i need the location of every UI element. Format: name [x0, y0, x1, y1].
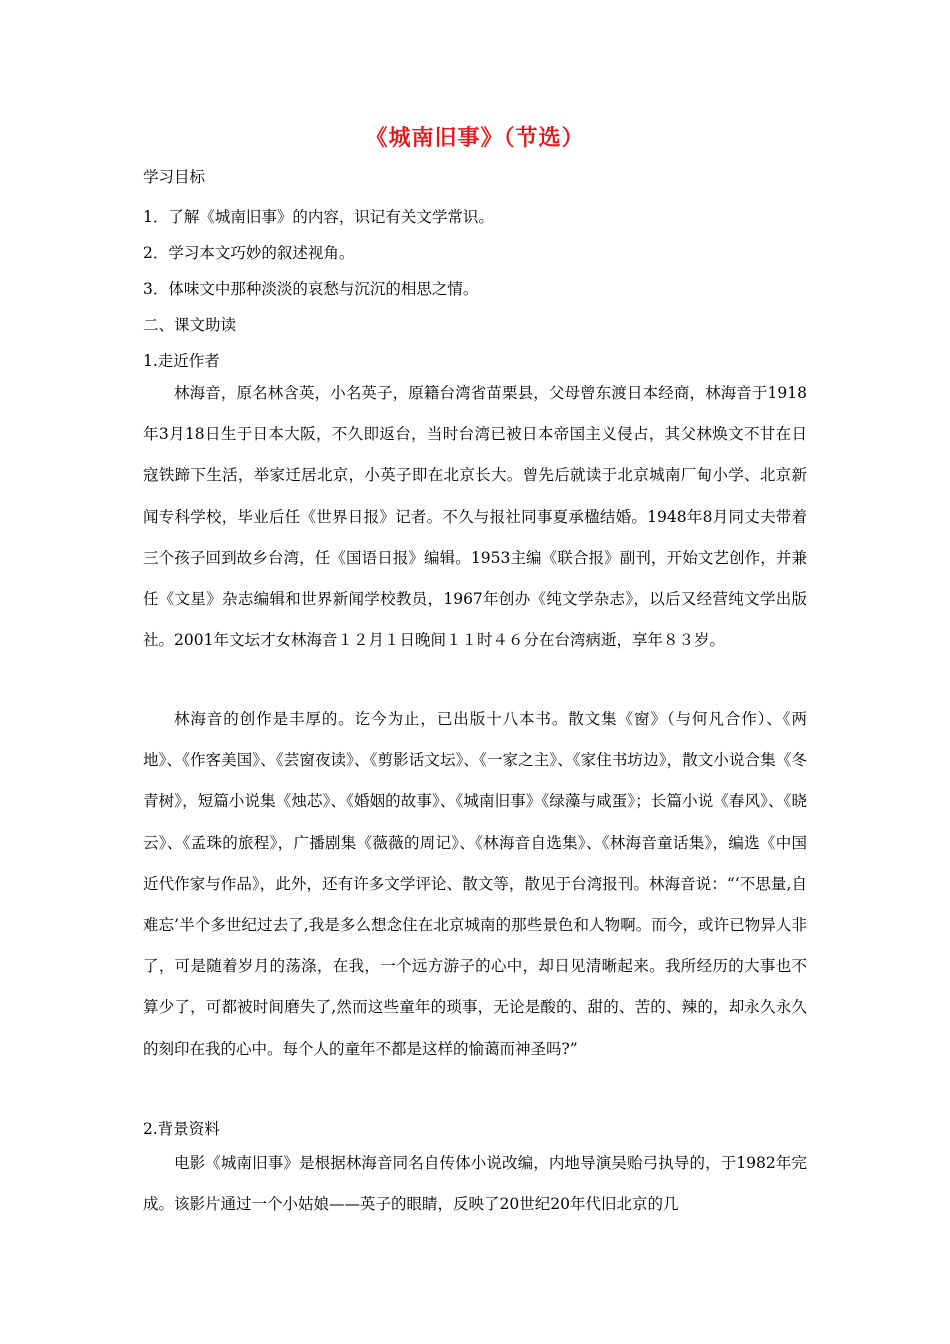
- subheading-background: 2.背景资料: [143, 1120, 220, 1138]
- background-text: 电影《城南旧事》是根据林海音同名自传体小说改编，内地导演吴贻弓执导的，于1982年完成。该影片通过一个小姑娘——英子的眼睛，反映了20世纪20年代旧北京的几: [143, 1154, 807, 1214]
- author-bio-text: 林海音，原名林含英，小名英子，原籍台湾省苗栗县，父母曾东渡日本经商，林海音于1918年3月18日生于日本大阪，不久即返台，当时台湾已被日本帝国主义侵占，其父林焕文不甘在日寇铁蹄下生活，举家迁居北京，小英子即在北京长大。曾先后就读于北京城南厂甸小学、北京新闻专科学校，毕业后任《世界日报》记者。不久与报社同事夏承楹结婚。1948年8月同丈夫带着三个孩子回到故乡台湾，任《国语日报》编辑。1953主编《联合报》副刊，开始文艺创作，并兼任《文星》杂志编辑和世界新闻学校教员，1967年创办《纯文学杂志》，以后又经营纯文学出版社。2001年文坛才女林海音１２月１日晚间１１时４６分在台湾病逝，享年８３岁。: [143, 384, 807, 650]
- section-heading-reading: 二、课文助读: [143, 316, 237, 334]
- goal-item-1: 1．了解《城南旧事》的内容，识记有关文学常识。: [143, 208, 494, 226]
- section-heading-goals: 学习目标: [143, 168, 206, 186]
- subheading-author: 1.走近作者: [143, 352, 220, 370]
- background-paragraph: [143, 1143, 807, 1225]
- author-works-paragraph: [143, 699, 807, 1070]
- goal-item-2: 2．学习本文巧妙的叙述视角。: [143, 244, 355, 262]
- author-works-text: 林海音的创作是丰厚的。讫今为止，已出版十八本书。散文集《窗》（与何凡合作）、《两地》、《作客美国》、《芸窗夜读》、《剪影话文坛》、《一家之主》、《家住书坊边》，散文小说合集《冬青树》，短篇小说集《烛芯》、《婚姻的故事》、《城南旧事》《绿藻与咸蛋》；长篇小说《春风》、《晓云》、《孟珠的旅程》，广播剧集《薇薇的周记》、《林海音自选集》、《林海音童话集》，编选《中国近代作家与作品》，此外，还有许多文学评论、散文等，散见于台湾报刊。林海音说：“‘不思量,自难忘’半个多世纪过去了,我是多么想念住在北京城南的那些景色和人物啊。而今，或许已物异人非了，可是随着岁月的荡涤，在我，一个远方游子的心中，却日见清晰起来。我所经历的大事也不算少了，可都被时间磨失了,然而这些童年的琐事，无论是酸的、甜的、苦的、辣的，却永久永久的刻印在我的心中。每个人的童年不都是这样的愉蔼而神圣吗?”: [143, 710, 807, 1058]
- goal-item-3: 3．体味文中那种淡淡的哀愁与沉沉的相思之情。: [143, 280, 479, 298]
- author-bio-paragraph: [143, 373, 807, 661]
- document-title: 《城南旧事》（节选）: [365, 125, 585, 151]
